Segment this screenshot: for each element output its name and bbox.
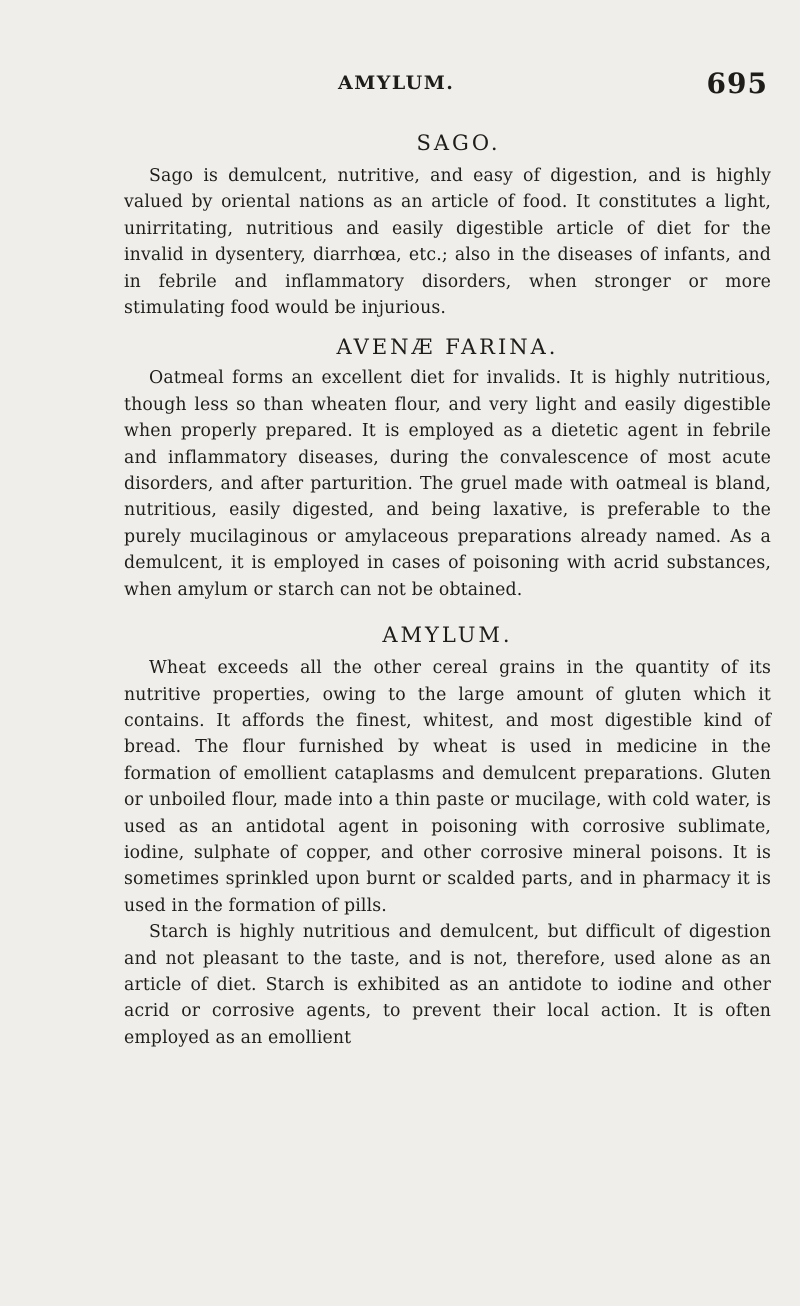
paragraph-oatmeal: Oatmeal forms an excellent diet for invalids. It is highly nutritious, though less so than wheaten flour, and very light and easily digestible when properly prepared. It is employed as a dietetic agent in febrile and inflammatory diseases, during the convalescence of most acute disorders, and after parturition. The gruel made with oatmeal is bland, nutritious, easily digested, and being laxative, is preferable to the purely mucilaginous or amylaceous preparations already named. As a demulcent, it is employed in cases of poisoning with acrid substances, when amylum or starch can not be obtained. [124, 368, 771, 600]
page-body [124, 125, 771, 1051]
running-title: AMYLUM. [338, 72, 455, 94]
section-heading-amylum: AMYLUM. [382, 623, 513, 648]
section-heading-avenae-farina: AVENÆ FARINA. [336, 335, 559, 360]
page-number: 695 [706, 67, 768, 100]
running-head [334, 67, 768, 102]
section-sago [124, 125, 771, 321]
paragraph-wheat: Wheat exceeds all the other cereal grains in the quantity of its nutritive properties, owing to the large amount of gluten which it contains. It affords the finest, whitest, and most digestible kind of bread. The flour furnished by wheat is used in medicine in the formation of emollient cataplasms and demulcent preparations. Gluten or unboiled flour, made into a thin paste or mucilage, with cold water, is used as an antidotal agent in poisoning with corrosive sublimate, iodine, sulphate of copper, and other corrosive mineral poisons. It is sometimes sprinkled upon burnt or scalded parts, and in pharmacy it is used in the formation of pills. [124, 658, 771, 916]
section-amylum [124, 617, 771, 1051]
section-heading-sago: SAGO. [416, 131, 501, 155]
section-avenae-farina [124, 329, 771, 603]
paragraph-sago: Sago is demulcent, nutritive, and easy of digestion, and is highly valued by oriental nations as an article of food. It constitutes a light, unirritating, nutritious and easily digestible article of diet for the invalid in dysentery, diarrhœa, etc.; also in the diseases of infants, and in febrile and inflammatory disorders, when stronger or more stimulating food would be injurious. [124, 166, 771, 319]
paragraph-starch: Starch is highly nutritious and demulcent, but difficult of digestion and not pleasant to the taste, and is not, therefore, used alone as an article of diet. Starch is exhibited as an antidote to iodine and other acrid or corrosive agents, to prevent their local action. It is often employed as an emollient [124, 922, 771, 1048]
